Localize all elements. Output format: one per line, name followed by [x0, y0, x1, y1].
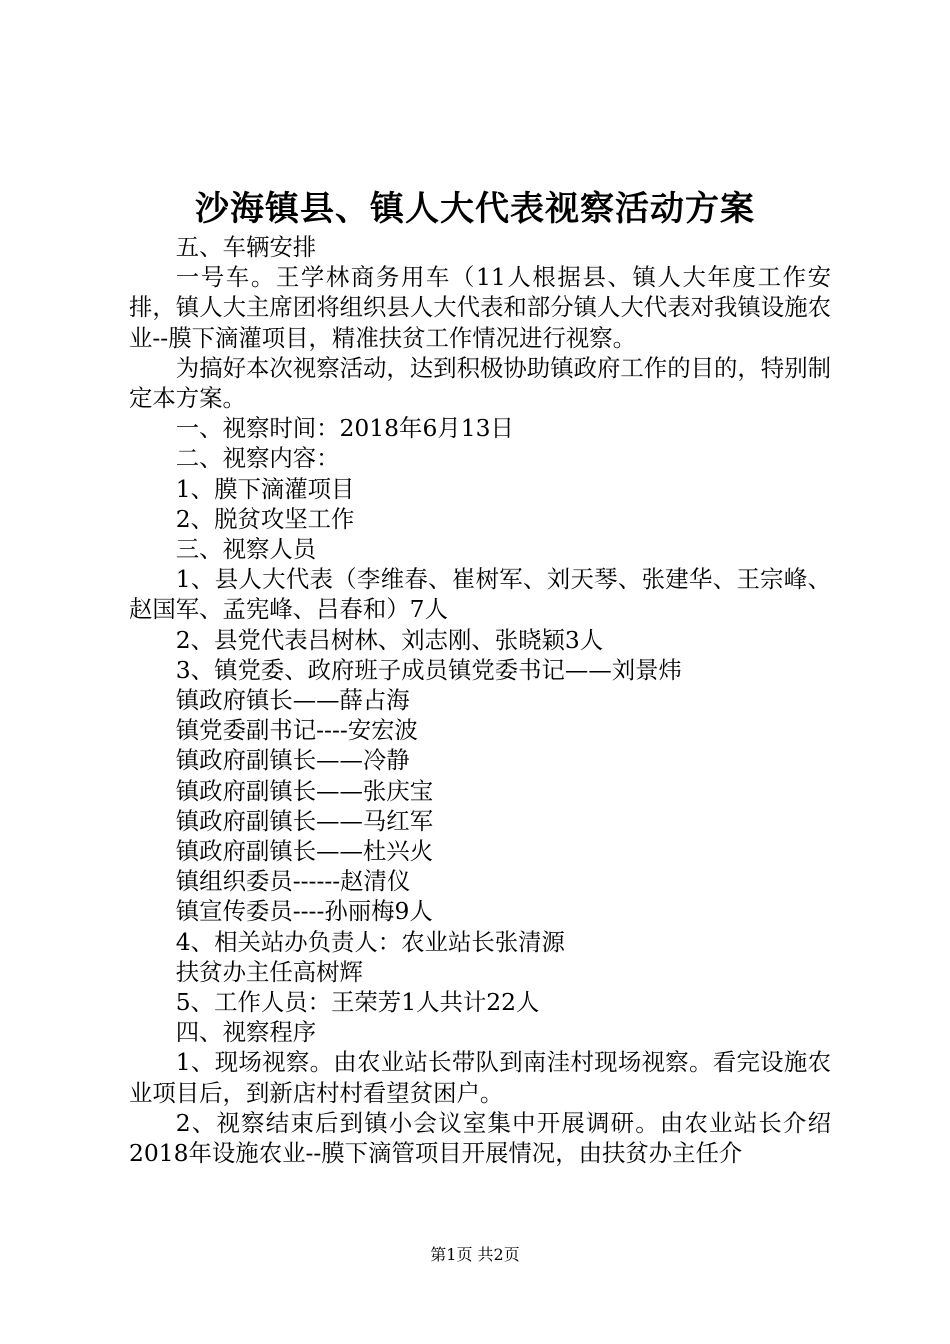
- paragraph: 一号车。王学林商务用车（11人根据县、镇人大年度工作安排，镇人大主席团将组织县人大代表和部分镇人大代表对我镇设施农业--膜下滴灌项目，精准扶贫工作情况进行视察。: [129, 263, 831, 352]
- paragraph: 五、车辆安排: [175, 233, 317, 261]
- document-title: 沙海镇县、镇人大代表视察活动方案: [195, 189, 755, 229]
- paragraph: 2、县党代表吕树林、刘志刚、张晓颖3人: [175, 625, 604, 654]
- paragraph: 1、县人大代表（李维春、崔树军、刘天琴、张建华、王宗峰、赵国军、孟宪峰、吕春和）7人: [129, 565, 831, 624]
- paragraph: 镇政府副镇长——马红军: [175, 806, 434, 835]
- document-body: [129, 232, 831, 1168]
- paragraph: 三、视察人员: [175, 535, 317, 564]
- paragraph: 一、视察时间：2018年6月13日: [175, 414, 514, 443]
- paragraph: 2、视察结束后到镇小会议室集中开展调研。由农业站长介绍2018年设施农业--膜下滴管项目开展情况，由扶贫办主任介: [129, 1108, 831, 1168]
- paragraph: 3、镇党委、政府班子成员镇党委书记——刘景炜: [175, 655, 682, 684]
- paragraph: 扶贫办主任高树辉: [175, 957, 363, 986]
- paragraph: 1、现场视察。由农业站长带队到南洼村现场视察。看完设施农业项目后，到新店村村看望贫困户。: [129, 1048, 831, 1107]
- paragraph: 1、膜下滴灌项目: [175, 474, 355, 503]
- paragraph: 镇组织委员------赵清仪: [175, 867, 411, 896]
- paragraph: 镇政府副镇长——张庆宝: [175, 776, 434, 805]
- paragraph: 为搞好本次视察活动，达到积极协助镇政府工作的目的，特别制定本方案。: [129, 353, 831, 413]
- paragraph: 镇宣传委员----孙丽梅9人: [175, 897, 433, 926]
- paragraph: 二、视察内容：: [175, 444, 340, 473]
- paragraph: 4、相关站办负责人：农业站长张清源: [175, 927, 565, 956]
- paragraph: 镇政府副镇长——冷静: [175, 746, 410, 775]
- paragraph: 5、工作人员：王荣芳1人共计22人: [175, 988, 540, 1017]
- paragraph: 镇政府镇长——薛占海: [175, 686, 410, 715]
- paragraph: 2、脱贫攻坚工作: [175, 504, 355, 533]
- page-footer: 第1页 共2页: [430, 1245, 520, 1264]
- paragraph: 四、视察程序: [175, 1018, 317, 1047]
- paragraph: 镇政府副镇长——杜兴火: [175, 837, 434, 866]
- paragraph: 镇党委副书记----安宏波: [175, 716, 418, 745]
